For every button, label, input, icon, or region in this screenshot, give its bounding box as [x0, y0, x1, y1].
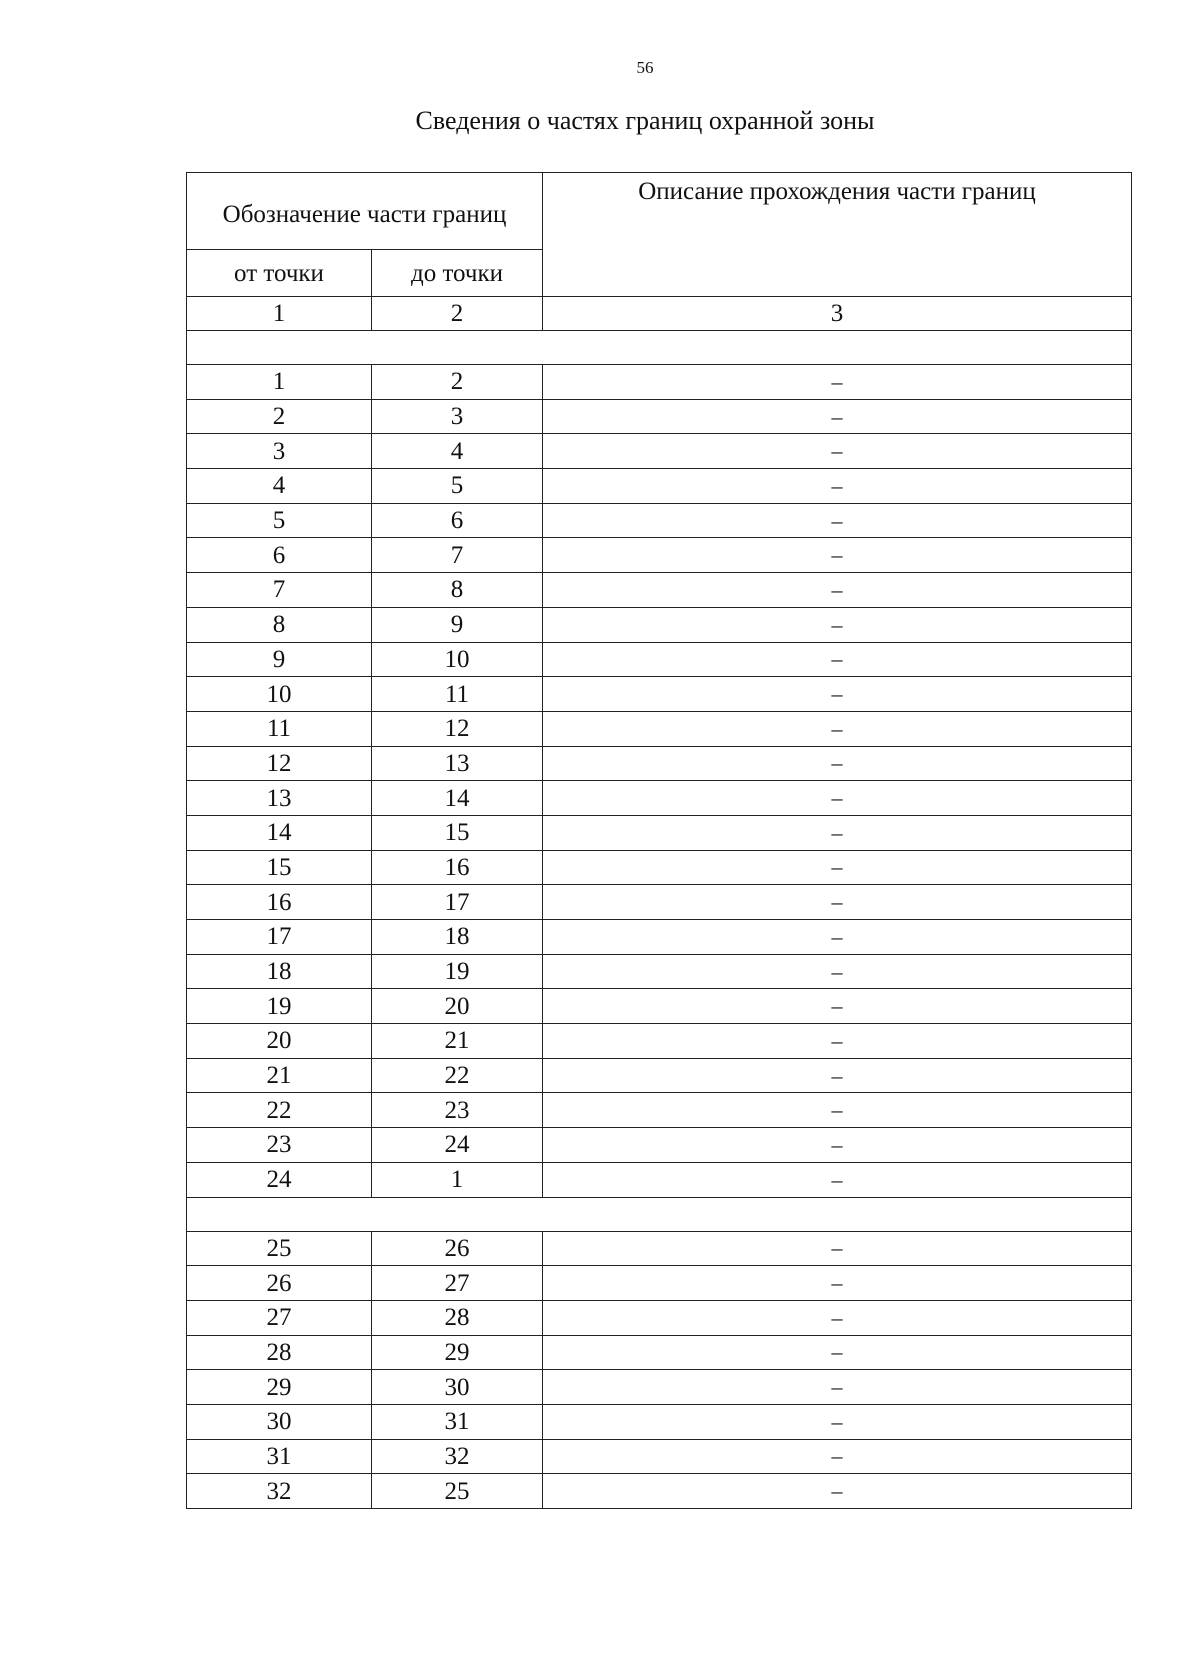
column-number: 2	[372, 297, 543, 331]
description-cell: –	[543, 1024, 1132, 1059]
to-point-cell: 22	[372, 1058, 543, 1093]
to-point-cell: 17	[372, 885, 543, 920]
description-cell: –	[543, 885, 1132, 920]
page-title: Сведения о частях границ охранной зоны	[415, 106, 875, 135]
from-point-cell: 23	[187, 1128, 372, 1163]
description-cell: –	[543, 1231, 1132, 1266]
table-row	[187, 1300, 1132, 1335]
to-point-cell: 3	[372, 399, 543, 434]
from-point-cell: 28	[187, 1335, 372, 1370]
to-point-cell: 7	[372, 538, 543, 573]
table-row	[187, 469, 1132, 504]
from-point-cell: 25	[187, 1231, 372, 1266]
description-cell: –	[543, 607, 1132, 642]
table-row	[187, 954, 1132, 989]
table-row	[187, 607, 1132, 642]
table-row	[187, 920, 1132, 955]
table-row	[187, 1439, 1132, 1474]
description-cell: –	[543, 850, 1132, 885]
from-point-cell: 11	[187, 711, 372, 746]
description-cell: –	[543, 1266, 1132, 1301]
to-point-cell: 14	[372, 781, 543, 816]
to-point-cell: 6	[372, 503, 543, 538]
table-row	[187, 781, 1132, 816]
from-point-cell: 10	[187, 677, 372, 712]
description-cell: –	[543, 746, 1132, 781]
from-point-cell: 6	[187, 538, 372, 573]
header-designation: Обозначение части границ	[187, 173, 543, 250]
table-row	[187, 850, 1132, 885]
from-point-cell: 20	[187, 1024, 372, 1059]
description-cell: –	[543, 1093, 1132, 1128]
description-cell: –	[543, 503, 1132, 538]
from-point-cell: 4	[187, 469, 372, 504]
from-point-cell: 19	[187, 989, 372, 1024]
to-point-cell: 2	[372, 365, 543, 400]
from-point-cell: 15	[187, 850, 372, 885]
table-header-row	[187, 173, 1132, 250]
from-point-cell: 30	[187, 1404, 372, 1439]
table-row	[187, 1266, 1132, 1301]
from-point-cell: 5	[187, 503, 372, 538]
from-point-cell: 21	[187, 1058, 372, 1093]
description-cell: –	[543, 1058, 1132, 1093]
from-point-cell: 32	[187, 1474, 372, 1509]
from-point-cell: 3	[187, 434, 372, 469]
header-to-point: до точки	[372, 250, 543, 297]
description-cell: –	[543, 399, 1132, 434]
from-point-cell: 17	[187, 920, 372, 955]
table-row	[187, 1474, 1132, 1509]
description-cell: –	[543, 677, 1132, 712]
page-number: 56	[636, 58, 654, 77]
from-point-cell: 9	[187, 642, 372, 677]
from-point-cell: 7	[187, 573, 372, 608]
from-point-cell: 29	[187, 1370, 372, 1405]
to-point-cell: 19	[372, 954, 543, 989]
table-row	[187, 573, 1132, 608]
description-cell: –	[543, 920, 1132, 955]
to-point-cell: 24	[372, 1128, 543, 1163]
from-point-cell: 27	[187, 1300, 372, 1335]
section-label	[187, 1197, 1132, 1231]
table-row	[187, 885, 1132, 920]
description-cell: –	[543, 1370, 1132, 1405]
to-point-cell: 27	[372, 1266, 543, 1301]
from-point-cell: 12	[187, 746, 372, 781]
from-point-cell: 14	[187, 815, 372, 850]
column-number: 1	[187, 297, 372, 331]
description-cell: –	[543, 781, 1132, 816]
to-point-cell: 25	[372, 1474, 543, 1509]
from-point-cell: 16	[187, 885, 372, 920]
description-cell: –	[543, 365, 1132, 400]
boundary-parts-table	[186, 172, 1132, 1509]
to-point-cell: 16	[372, 850, 543, 885]
table-row	[187, 1404, 1132, 1439]
table-row	[187, 815, 1132, 850]
description-cell: –	[543, 434, 1132, 469]
section-label	[187, 331, 1132, 365]
table-row	[187, 538, 1132, 573]
to-point-cell: 31	[372, 1404, 543, 1439]
from-point-cell: 18	[187, 954, 372, 989]
from-point-cell: 2	[187, 399, 372, 434]
description-cell: –	[543, 989, 1132, 1024]
to-point-cell: 4	[372, 434, 543, 469]
section-separator-row	[187, 1197, 1132, 1231]
description-cell: –	[543, 1439, 1132, 1474]
to-point-cell: 11	[372, 677, 543, 712]
to-point-cell: 30	[372, 1370, 543, 1405]
description-cell: –	[543, 1335, 1132, 1370]
table-row	[187, 503, 1132, 538]
column-number-row	[187, 297, 1132, 331]
description-cell: –	[543, 1128, 1132, 1163]
from-point-cell: 22	[187, 1093, 372, 1128]
table-row	[187, 677, 1132, 712]
to-point-cell: 5	[372, 469, 543, 504]
to-point-cell: 32	[372, 1439, 543, 1474]
table-row	[187, 1231, 1132, 1266]
description-cell: –	[543, 815, 1132, 850]
table-row	[187, 989, 1132, 1024]
header-from-point: от точки	[187, 250, 372, 297]
header-description: Описание прохождения части границ	[543, 173, 1132, 297]
table-row	[187, 434, 1132, 469]
to-point-cell: 1	[372, 1162, 543, 1197]
section-separator-row	[187, 331, 1132, 365]
table-row	[187, 1335, 1132, 1370]
table-row	[187, 1370, 1132, 1405]
to-point-cell: 9	[372, 607, 543, 642]
to-point-cell: 23	[372, 1093, 543, 1128]
table-row	[187, 365, 1132, 400]
from-point-cell: 13	[187, 781, 372, 816]
description-cell: –	[543, 1474, 1132, 1509]
from-point-cell: 1	[187, 365, 372, 400]
to-point-cell: 29	[372, 1335, 543, 1370]
table-row	[187, 399, 1132, 434]
table-row	[187, 746, 1132, 781]
to-point-cell: 15	[372, 815, 543, 850]
table-row	[187, 1128, 1132, 1163]
table-row	[187, 711, 1132, 746]
to-point-cell: 20	[372, 989, 543, 1024]
to-point-cell: 21	[372, 1024, 543, 1059]
from-point-cell: 24	[187, 1162, 372, 1197]
to-point-cell: 28	[372, 1300, 543, 1335]
to-point-cell: 18	[372, 920, 543, 955]
from-point-cell: 31	[187, 1439, 372, 1474]
table-row	[187, 1093, 1132, 1128]
description-cell: –	[543, 1162, 1132, 1197]
description-cell: –	[543, 642, 1132, 677]
description-cell: –	[543, 573, 1132, 608]
to-point-cell: 13	[372, 746, 543, 781]
description-cell: –	[543, 1300, 1132, 1335]
to-point-cell: 10	[372, 642, 543, 677]
table-row	[187, 1162, 1132, 1197]
from-point-cell: 8	[187, 607, 372, 642]
table-row	[187, 1024, 1132, 1059]
to-point-cell: 12	[372, 711, 543, 746]
description-cell: –	[543, 538, 1132, 573]
table-row	[187, 1058, 1132, 1093]
description-cell: –	[543, 469, 1132, 504]
to-point-cell: 26	[372, 1231, 543, 1266]
from-point-cell: 26	[187, 1266, 372, 1301]
column-number: 3	[543, 297, 1132, 331]
description-cell: –	[543, 954, 1132, 989]
to-point-cell: 8	[372, 573, 543, 608]
description-cell: –	[543, 1404, 1132, 1439]
description-cell: –	[543, 711, 1132, 746]
table-row	[187, 642, 1132, 677]
